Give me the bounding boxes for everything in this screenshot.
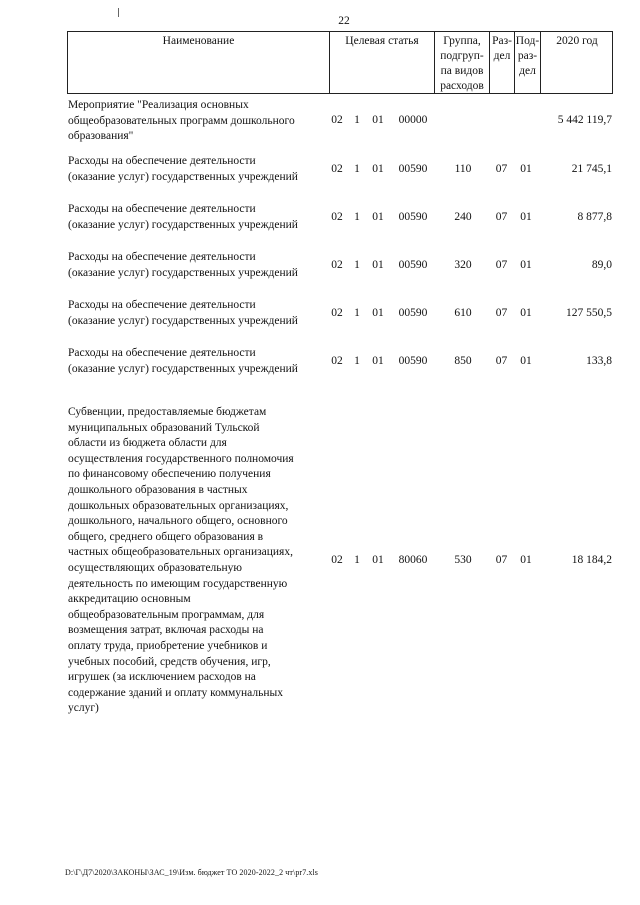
code-activity: 01 [372, 114, 384, 126]
section: 07 [495, 163, 508, 175]
code-subprogram: 1 [354, 259, 360, 271]
code-direction: 80060 [398, 554, 428, 566]
row-name-line: игрушек (за исключением расходов на [68, 671, 256, 684]
code-activity: 01 [372, 211, 384, 223]
row-name-line: оплату труда, приобретение учебников и [68, 639, 268, 652]
page-number: 22 [338, 15, 350, 27]
subsection: 01 [520, 163, 532, 175]
code-activity: 01 [372, 355, 384, 367]
expense-group: 240 [454, 211, 472, 223]
expense-group: 530 [454, 554, 472, 566]
code-subprogram: 1 [354, 355, 360, 367]
amount: 21 745,1 [571, 163, 612, 175]
amount: 89,0 [591, 259, 612, 271]
code-activity: 01 [372, 163, 384, 175]
amount: 127 550,5 [566, 307, 612, 319]
row-name-line: возмещения затрат, включая расходы на [68, 624, 264, 637]
row-name [68, 298, 330, 329]
header-subsection-line: Под- [515, 35, 540, 47]
row-name-line: содержание зданий и оплату коммунальных [68, 686, 283, 699]
expense-group: 610 [454, 307, 472, 319]
section: 07 [495, 307, 508, 319]
row-name-line: области из бюджета области для [68, 437, 227, 450]
code-program: 02 [331, 163, 343, 175]
row-name-line: учебных пособий, средств обучения, игр, [68, 655, 271, 668]
expense-group: 850 [454, 355, 472, 367]
subsection: 01 [520, 259, 532, 271]
row-name-line: (оказание услуг) государственных учреждений [68, 362, 298, 375]
header-subsection [515, 34, 540, 79]
section: 07 [495, 259, 508, 271]
row-name [68, 98, 330, 145]
header-group-line: Группа, [443, 35, 481, 47]
row-name [68, 346, 330, 377]
row-name-line: по финансовому обеспечению получения [68, 468, 271, 481]
row-name-line: Расходы на обеспечение деятельности [68, 203, 256, 215]
code-direction: 00590 [398, 259, 428, 271]
code-program: 02 [331, 211, 343, 223]
expense-group: 110 [454, 163, 472, 175]
code-activity: 01 [372, 307, 384, 319]
code-activity: 01 [372, 554, 384, 566]
row-name-line: общеобразовательных программ дошкольного [68, 114, 295, 127]
row-name-line: дошкольного, начального общего, основного [68, 515, 288, 528]
row-name-line: муниципальных образований Тульской [68, 421, 260, 434]
row-name [68, 202, 330, 233]
row-name-line: образования" [68, 130, 134, 143]
header-section [490, 34, 514, 64]
row-name-line: Расходы на обеспечение деятельности [68, 299, 256, 311]
section: 07 [495, 554, 508, 566]
amount: 8 877,8 [577, 211, 612, 223]
row-name-line: дошкольного образования в частных [68, 483, 248, 496]
row-name-line: (оказание услуг) государственных учреждений [68, 218, 298, 231]
row-name-line: (оказание услуг) государственных учреждений [68, 170, 298, 183]
header-year: 2020 год [556, 35, 598, 47]
code-program: 02 [331, 355, 343, 367]
row-name-line: Мероприятие "Реализация основных [68, 99, 249, 111]
row-name [68, 154, 330, 185]
row-name-line: деятельность по имеющим государственную [68, 577, 288, 590]
row-name-line: Расходы на обеспечение деятельности [68, 155, 256, 167]
code-activity: 01 [372, 259, 384, 271]
subsection: 01 [520, 307, 532, 319]
subsection: 01 [520, 355, 532, 367]
row-name-line: аккредитацию основным [68, 593, 191, 606]
scan-mark [118, 8, 119, 17]
row-name-line: Субвенции, предоставляемые бюджетам [68, 406, 267, 418]
code-subprogram: 1 [354, 307, 360, 319]
code-direction: 00590 [398, 355, 428, 367]
row-name-line: общего, среднего общего образования в [68, 530, 264, 543]
code-direction: 00590 [398, 211, 428, 223]
row-name-line: (оказание услуг) государственных учреждений [68, 266, 298, 279]
code-direction: 00590 [398, 163, 428, 175]
code-program: 02 [331, 114, 343, 126]
code-program: 02 [331, 307, 343, 319]
subsection: 01 [520, 554, 532, 566]
header-section-line: дел [493, 50, 511, 62]
row-name-line: дошкольных образовательных организациях, [68, 499, 289, 512]
code-subprogram: 1 [354, 554, 360, 566]
file-path-footer: D:\Г\Д7\2020\ЗАКОНЫ\ЗАС_19\Изм. бюджет ТО 2020-2022_2 чт\pr7.xls [65, 868, 319, 877]
row-name-line: (оказание услуг) государственных учреждений [68, 314, 298, 327]
header-subsection-line: раз- [517, 50, 538, 62]
row-name-line: осуществляющих образовательную [68, 561, 243, 574]
section: 07 [495, 211, 508, 223]
row-name [68, 405, 330, 717]
section: 07 [495, 355, 508, 367]
code-direction: 00000 [398, 114, 428, 126]
header-subsection-line: дел [519, 65, 536, 77]
row-name-line: частных общеобразовательных организациях, [68, 546, 293, 559]
header-group-line: расходов [440, 80, 484, 92]
row-name-line: Расходы на обеспечение деятельности [68, 347, 256, 359]
header-group [435, 34, 489, 94]
row-name [68, 250, 330, 281]
code-subprogram: 1 [354, 163, 360, 175]
expense-group: 320 [454, 259, 472, 271]
code-direction: 00590 [398, 307, 428, 319]
amount: 133,8 [586, 355, 612, 367]
row-name-line: осуществления государственного полномочия [68, 452, 294, 465]
code-subprogram: 1 [354, 114, 360, 126]
header-group-line: па видов [440, 65, 484, 77]
header-name: Наименование [162, 35, 235, 47]
header-group-line: подгруп- [440, 50, 484, 62]
code-program: 02 [331, 554, 343, 566]
amount: 5 442 119,7 [557, 114, 612, 126]
code-subprogram: 1 [354, 211, 360, 223]
header-section-line: Раз- [492, 35, 512, 47]
row-name-line: услуг) [68, 702, 99, 715]
header-target: Целевая статья [345, 35, 419, 47]
row-name-line: Расходы на обеспечение деятельности [68, 251, 256, 263]
code-program: 02 [331, 259, 343, 271]
row-name-line: общеобразовательным программам, для [68, 608, 265, 621]
subsection: 01 [520, 211, 532, 223]
amount: 18 184,2 [571, 554, 612, 566]
